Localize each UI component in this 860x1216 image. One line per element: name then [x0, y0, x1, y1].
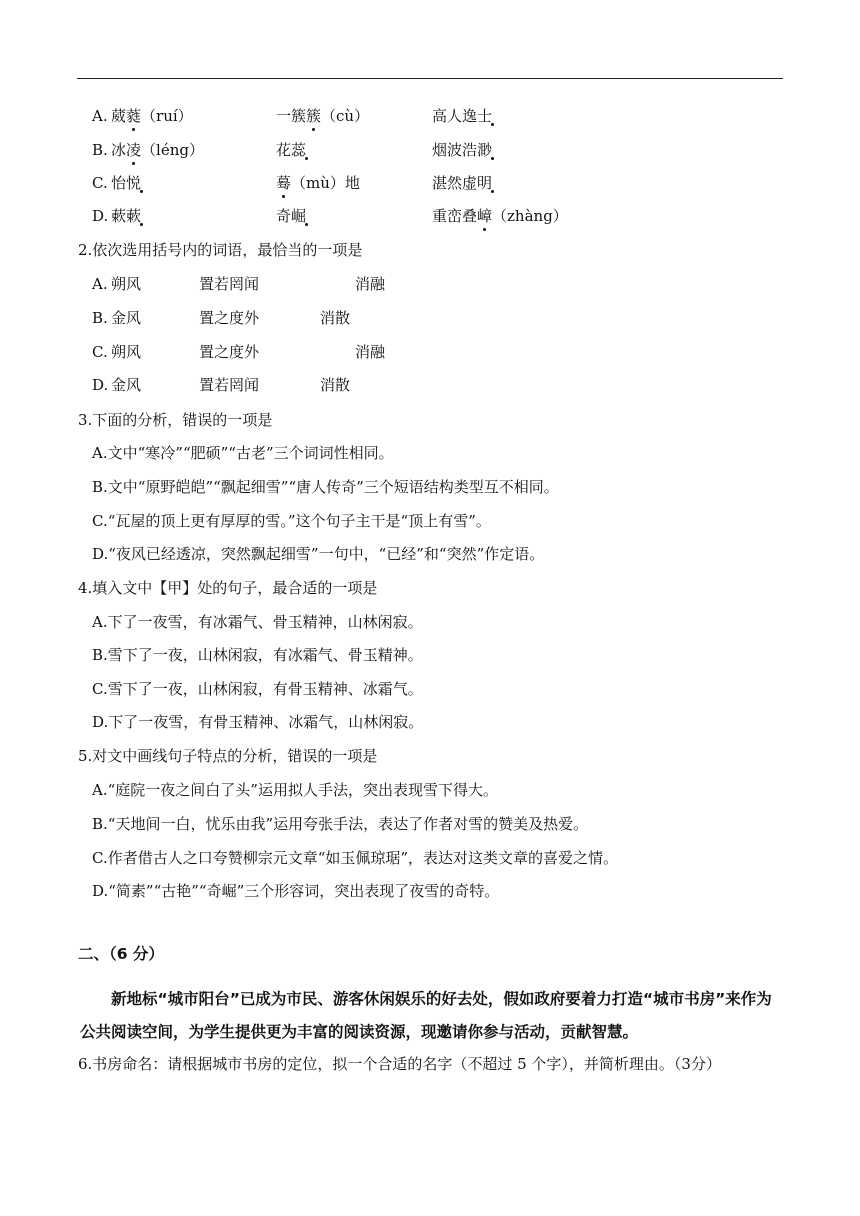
section-2-heading: 二、（6 分） — [78, 945, 164, 963]
q3-stem: 3.下面的分析，错误的一项是 — [78, 411, 273, 429]
q4-stem: 4.填入文中【甲】处的句子，最合适的一项是 — [78, 579, 378, 597]
q2-option-b-letter: B. — [92, 309, 108, 327]
q1-option-a-word1: 葳蕤（ruí） — [111, 107, 193, 125]
q3-option-a: A.文中“寒冷”“肥硕”“古老”三个词词性相同。 — [92, 444, 394, 462]
q2-option-a-word3: 消融 — [355, 275, 386, 293]
q2-option-b-word2: 置之度外 — [199, 309, 260, 327]
q1-option-letter: B. — [92, 141, 108, 159]
q1-option-c-word1: 怡悦 — [111, 174, 142, 192]
q2-option-a-word1: 朔风 — [111, 275, 142, 293]
q2-option-d-word1: 金风 — [111, 376, 142, 394]
q1-option-letter: D. — [92, 207, 109, 225]
q1-option-letter: C. — [92, 174, 108, 192]
q1-option-letter: A. — [92, 107, 108, 125]
q2-option-c-letter: C. — [92, 343, 108, 361]
q2-option-b-word1: 金风 — [111, 309, 142, 327]
q1-option-c-word2: 蓦（mù）地 — [276, 174, 360, 192]
q4-option-b: B.雪下了一夜，山林闲寂，有冰霜气、骨玉精神。 — [92, 646, 423, 664]
q1-option-d-word1: 蔌蔌 — [111, 207, 142, 225]
q2-option-a-letter: A. — [92, 275, 108, 293]
q2-option-c-word2: 置之度外 — [199, 343, 260, 361]
q4-option-d: D.下了一夜雪，有骨玉精神、冰霜气，山林闲寂。 — [92, 713, 424, 731]
q3-option-d: D.“夜风已经透凉，突然飘起细雪”一句中，“已经”和“突然”作定语。 — [92, 545, 545, 563]
q5-stem: 5.对文中画线句子特点的分析，错误的一项是 — [78, 747, 378, 765]
q2-option-d-word2: 置若罔闻 — [199, 376, 260, 394]
q3-option-b: B.文中“原野皑皑”“飘起细雪”“唐人传奇”三个短语结构类型互不相同。 — [92, 478, 559, 496]
q1-option-d-word2: 奇崛 — [276, 207, 307, 225]
q1-option-a-word2: 一簇簇（cù） — [276, 107, 370, 125]
q1-option-c-word3: 湛然虚明 — [432, 174, 493, 192]
q5-option-d: D.“简素”“古艳”“奇崛”三个形容词，突出表现了夜雪的奇特。 — [92, 882, 500, 900]
q2-option-d-letter: D. — [92, 376, 109, 394]
q2-option-b-word3: 消散 — [320, 309, 351, 327]
q2-option-a-word2: 置若罔闻 — [199, 275, 260, 293]
q4-option-a: A.下了一夜雪，有冰霜气、骨玉精神，山林闲寂。 — [92, 613, 423, 631]
q1-option-b-word3: 烟波浩渺 — [432, 141, 493, 159]
q1-option-b-word1: 冰凌（léng） — [111, 141, 204, 159]
q1-option-d-word3: 重峦叠嶂（zhàng） — [432, 207, 568, 225]
q2-option-c-word3: 消融 — [355, 343, 386, 361]
q5-option-a: A.“庭院一夜之间白了头”运用拟人手法，突出表现雪下得大。 — [92, 781, 498, 799]
q3-option-c: C.“瓦屋的顶上更有厚厚的雪。”这个句子主干是“顶上有雪”。 — [92, 512, 491, 530]
q2-option-d-word3: 消散 — [320, 376, 351, 394]
q1-option-b-word2: 花蕊 — [276, 141, 307, 159]
q2-stem: 2.依次选用括号内的词语，最恰当的一项是 — [78, 241, 363, 259]
q1-option-a-word3: 高人逸士 — [432, 107, 493, 125]
header-rule — [77, 78, 783, 79]
q4-option-c: C.雪下了一夜，山林闲寂，有骨玉精神、冰霜气。 — [92, 680, 423, 698]
q5-option-c: C.作者借古人之口夸赞柳宗元文章“如玉佩琼琚”，表达对这类文章的喜爱之情。 — [92, 849, 619, 867]
section-2-intro: 新地标“城市阳台”已成为市民、游客休闲娱乐的好去处，假如政府要着力打造“城市书房”来作为公共阅读空间，为学生提供更为丰富的阅读资源，现邀请你参与活动，贡献智慧。 — [80, 990, 772, 1041]
q5-option-b: B.“天地间一白，忧乐由我”运用夸张手法，表达了作者对雪的赞美及热爱。 — [92, 815, 589, 833]
q6-prompt: 6.书房命名：请根据城市书房的定位，拟一个合适的名字（不超过 5 个字），并简析理由。（3分） — [78, 1055, 721, 1073]
q2-option-c-word1: 朔风 — [111, 343, 142, 361]
